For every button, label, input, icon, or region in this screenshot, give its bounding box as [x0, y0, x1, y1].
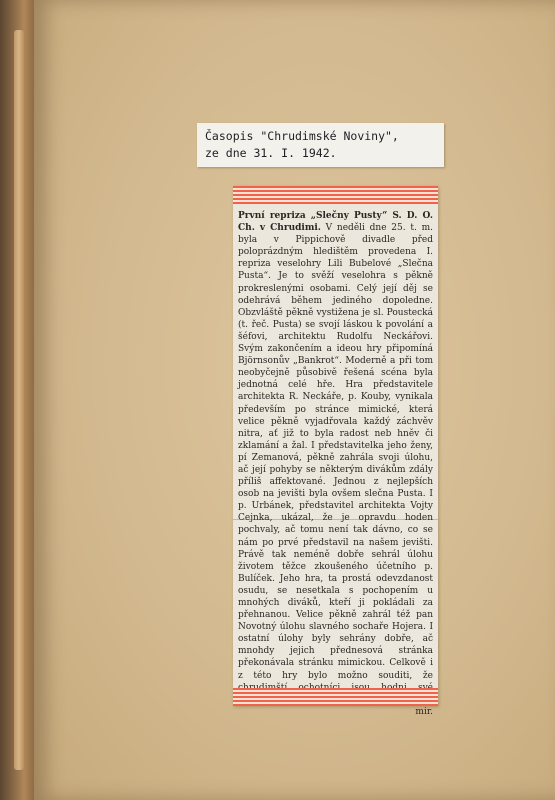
article-body: V neděli dne 25. t. m. byla v Pippichově divadle před poloprázdným hledištěm provedena I. repriza veselohry Lili Bubelové „Slečna Pusta“. Je to svěží veselohra s pěkně prokreslenými osobami. Celý její děj se odehrává během jediného dopoledne. Obzvláště pěkně vystižena je sl. Poustecká (t. řeč. Pusta) se svojí láskou k povolání a šéfovi, architektu Rudolfu Neckářovi. Svým zakončením a ideou hry připomíná Björnsonův „Bankrot“. Moderně a při tom neobyčejně působivě řešená scéna byla jednotná celé hře. Hra představitele architekta R. Neckáře, p. Kouby, vynikala především po stránce mimické, která velice pěkně vyjadřovala každý záchvěv nitra, ať již to byla radost neb hněv či zklamání a žal. I představitelka jeho ženy, pí Zemanová, pěkně zahrála svoji úlohu, ač její pohyby se některým divákům zdály příliš affektované. Jednou z nejlepších osob na jevišti byla ovšem slečna Pusta. I p. Urbánek, představitel architekta Vojty Cejnka, ukázal, že je opravdu hoden pochvaly, ač tomu není tak dávno, co se nám po prvé představil na našem jevišti. Právě tak neméně dobře sehrál úlohu životem těžce zkoušeného účetního p. Bulíček. Jeho hra, ta prostá odevzdanost osudu, se nesetkala s pochopením u mnohých diváků, kteří ji pokládali za přehnanou. Velice pěkně zahrál též pan Novotný úlohu slavného sochaře Hojera. I ostatní úlohy byly sehrány dobře, ač mnohdy jejich přednesová stránka překonávala stránku mimickou. Celkově i z této hry bylo možno souditi, že [238, 223, 434, 681]
clipping-bottom-stripe [233, 688, 438, 706]
source-label [197, 123, 444, 167]
scrapbook-page [34, 0, 555, 800]
article-headline: První repriza „Slečny Pusty“ S. D. O. Ch. v Chrudimi. [238, 211, 433, 234]
newspaper-clipping [233, 186, 438, 717]
clipping-top-stripe [233, 186, 438, 204]
article-text [238, 210, 433, 718]
source-label-line-2: ze dne 31. I. 1942. [205, 146, 337, 160]
article-signature: mir. [415, 706, 433, 717]
source-label-line-1: Časopis "Chrudimské Noviny", [205, 129, 399, 143]
page-edges [14, 30, 24, 770]
